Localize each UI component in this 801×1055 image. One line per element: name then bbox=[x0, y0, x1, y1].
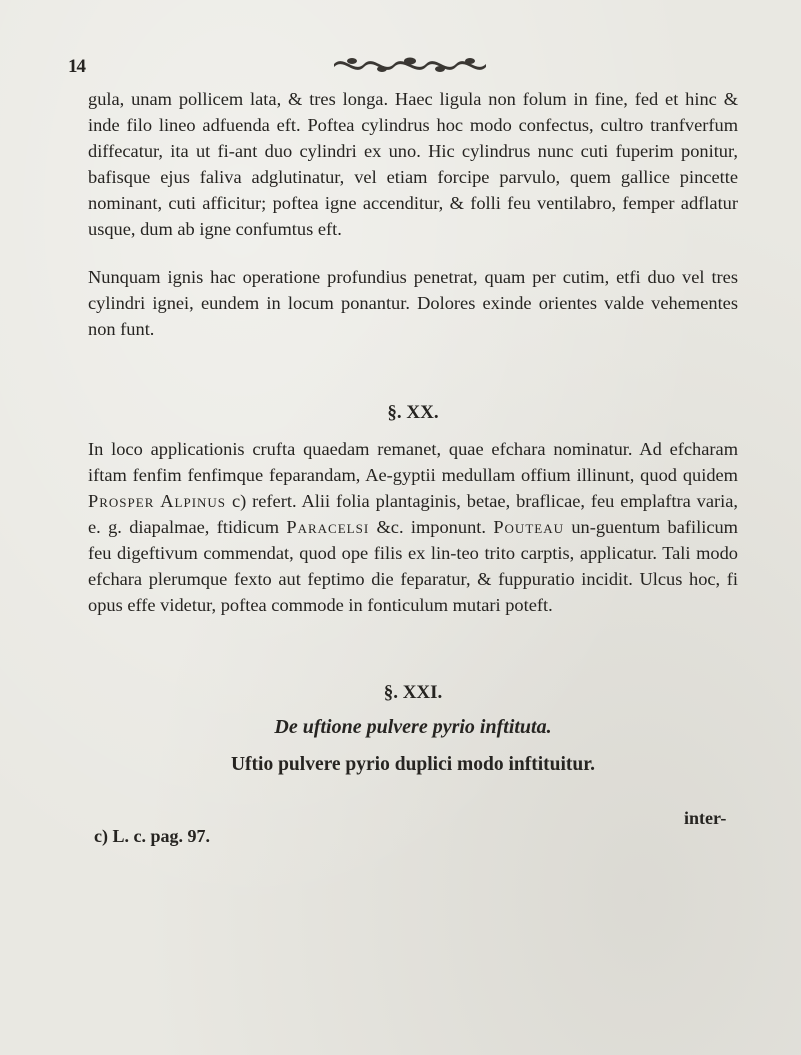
section-intro: Uftio pulvere pyrio duplici modo inftituitur. bbox=[230, 754, 596, 775]
p3-part-2: c) refert. Alii folia plantaginis, betae, braflicae, feu emplaftra varia, e. g. diapalmae, ftidicum bbox=[88, 491, 738, 537]
author-alpinus: Prosper Alpinus bbox=[88, 491, 227, 511]
author-pouteau: Pouteau bbox=[493, 517, 564, 537]
paragraph-1 bbox=[88, 86, 738, 242]
footnote: c) L. c. pag. 97. bbox=[94, 826, 210, 846]
paragraph-3 bbox=[88, 436, 738, 618]
section-title: De uftione pulvere pyrio inftituta. bbox=[274, 716, 552, 738]
catchword: inter- bbox=[684, 808, 727, 828]
p3-part-1: In loco applicationis crufta quaedam remanet, quae efchara nominatur. Ad efcharam iftam fenfim fenfimque feparandam, Ae-gyptii medullam offium illinunt, quod quidem bbox=[88, 439, 738, 485]
p3-part-4: un-guentum bafilicum feu digeftivum commendat, quod ope filis ex lin-teo trito carptis, applicatur. Tali modo efchara plerumque fexto aut feptimo die feparatur, & fuppuratio incidit. Ulcus hoc, fi opus effe videtur, poftea commode in fonticulum mutari poteft. bbox=[88, 517, 738, 615]
paragraph-3-text bbox=[88, 436, 738, 618]
paragraph-2 bbox=[88, 264, 738, 342]
ornament-icon bbox=[330, 52, 490, 76]
paragraph-2-text: Nunquam ignis hac operatione profundius penetrat, quam per cutim, etfi duo vel tres cylindri ignei, eundem in locum ponantur. Dolores exinde orientes valde vehementes non funt. bbox=[88, 267, 738, 339]
section-heading-xx: §. XX. bbox=[387, 402, 439, 423]
page-number: 14 bbox=[68, 56, 85, 77]
paragraph-1-text: gula, unam pollicem lata, & tres longa. Haec ligula non folum in fine, fed et hinc & inde filo lineo adfuenda eft. Poftea cylindrus hoc modo confectus, cultro tranfverfum diffecatur, ita ut fi-ant duo cylindri ex uno. Hic cylindrus nunc cuti fuperim ponitur, bafisque ejus faliva adglutinatur, vel etiam forcipe parvulo, quem gallice pincette nominant, cuti afficitur; poftea igne accenditur, & folli feu ventilabro, femper adflatur usque, dum ab igne confumtus eft. bbox=[88, 89, 738, 239]
section-heading-xxi: §. XXI. bbox=[383, 682, 443, 703]
p3-part-3: &c. imponunt. bbox=[369, 517, 494, 537]
author-paracelsi: Paracelsi bbox=[286, 517, 370, 537]
